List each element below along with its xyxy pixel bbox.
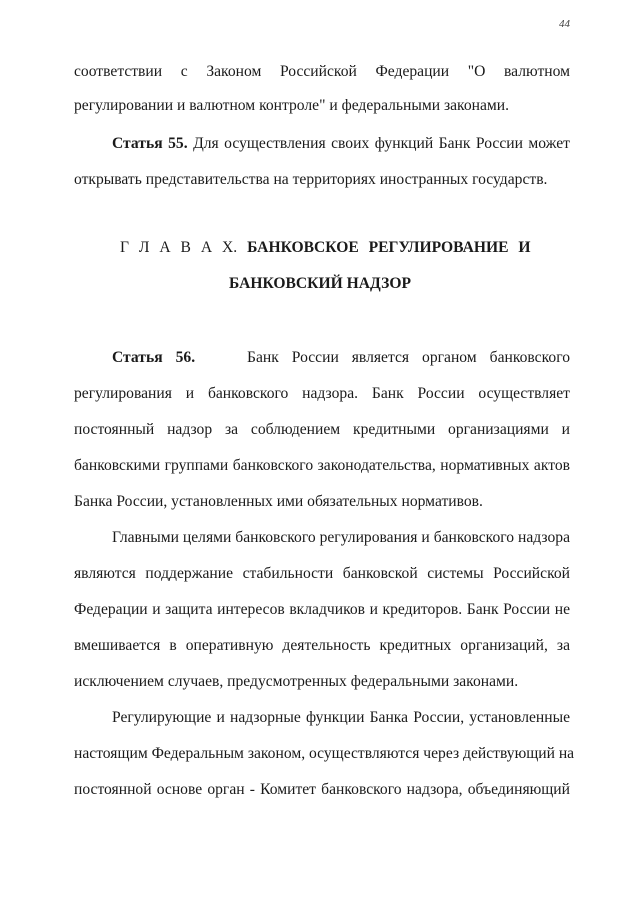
text-line: исключением случаев, предусмотренных федеральными законами. [74,673,519,690]
text-line: вмешивается в оперативную деятельность кредитных организаций, за [74,637,570,654]
text-line: Федерации и защита интересов вкладчиков и кредиторов. Банк России не [74,601,570,618]
chapter-heading-line-2 [0,274,640,294]
text-line: настоящим Федеральным законом, осуществляются через действующий на [74,745,575,762]
chapter-title-part-1: БАНКОВСКОЕ РЕГУЛИРОВАНИЕ И [247,239,531,256]
text-line: регулировании и валютном контроле" и федеральными законами. [74,97,509,114]
chapter-prefix: Г Л А В А X. [120,239,238,256]
text-line: Регулирующие и надзорные функции Банка России, установленные [112,709,570,726]
article-55-line [112,134,570,154]
text-line: являются поддержание стабильности банковской системы Российской [74,565,570,582]
text-line: постоянный надзор за соблюдением кредитными организациями и [74,421,570,438]
text-line: Главными целями банковского регулирования и банковского надзора [112,529,570,546]
text-line: открывать представительства на территориях иностранных государств. [74,171,548,188]
text-line: соответствии с Законом Российской Федерации "О валютном [74,63,570,80]
text-line: Банка России, установленных ими обязательных нормативов. [74,493,483,510]
text-line: постоянной основе орган - Комитет банковского надзора, объединяющий [74,781,570,798]
text-span: Банк России является органом банковского [247,349,570,366]
page-number: 44 [559,18,570,30]
chapter-heading-line-1 [120,238,531,258]
article-55-label: Статья 55. [112,135,188,152]
article-56-label: Статья 56. [112,349,196,366]
text-span: Для осуществления своих функций Банк России может [187,135,570,152]
text-line: регулирования и банковского надзора. Банк России осуществляет [74,385,570,402]
chapter-title-part-2: БАНКОВСКИЙ НАДЗОР [228,275,412,292]
article-56-line [112,348,570,368]
text-line: банковскими группами банковского законодательства, нормативных актов [74,457,570,474]
